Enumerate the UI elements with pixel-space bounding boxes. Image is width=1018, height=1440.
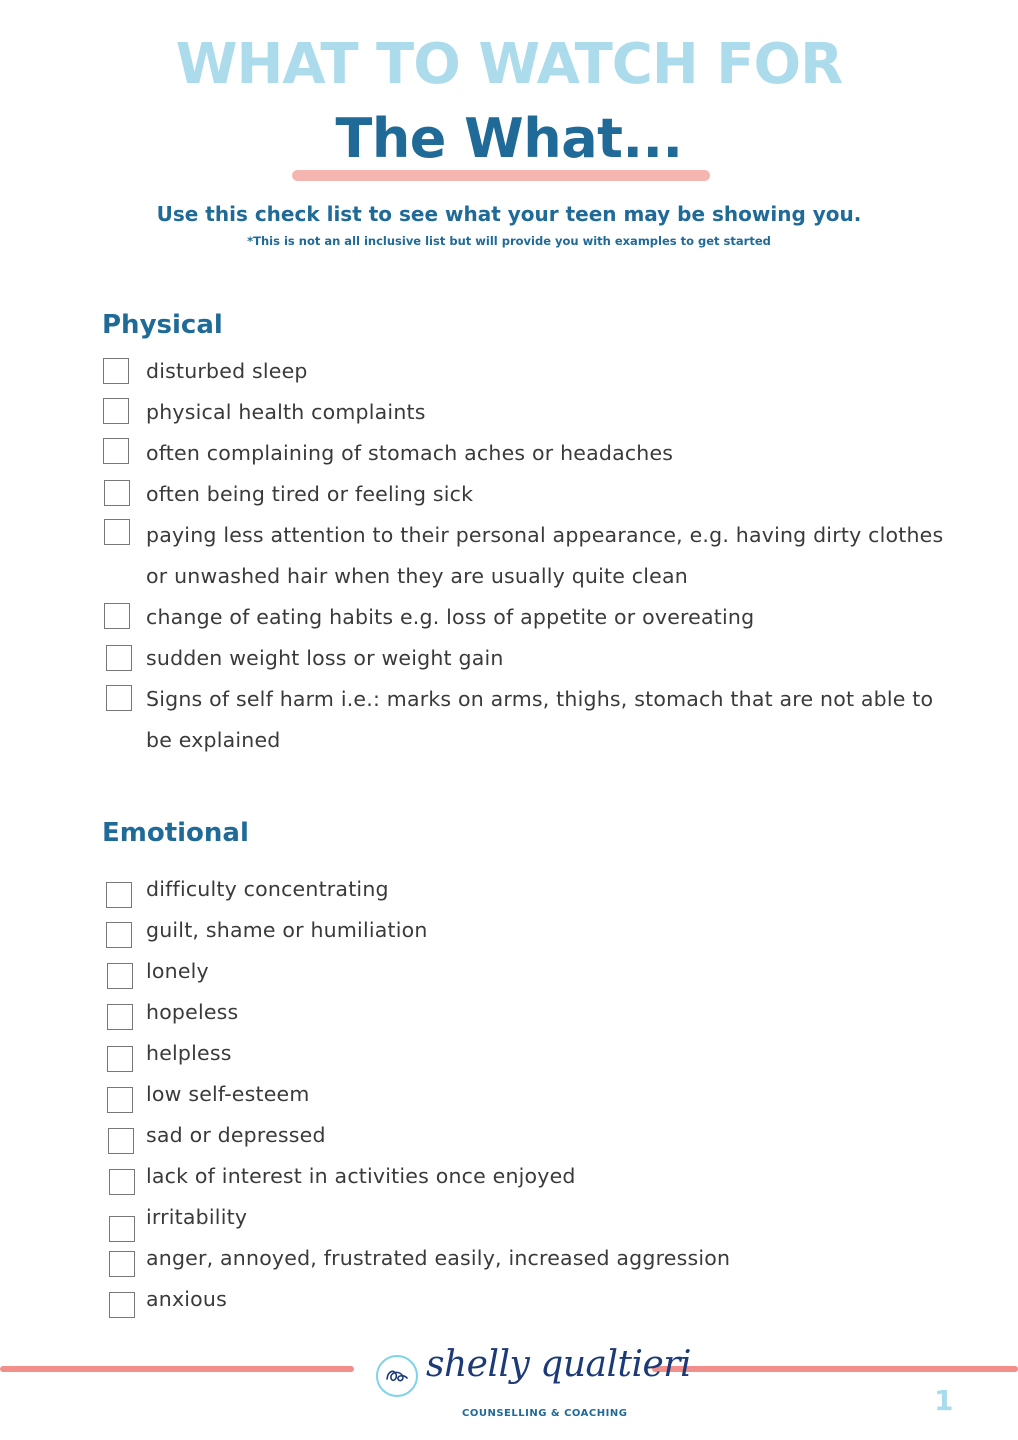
list-item-continuation: or unwashed hair when they are usually quite clean xyxy=(146,564,688,588)
list-item: hopeless xyxy=(146,1000,239,1024)
checkbox-stomach-headaches[interactable] xyxy=(103,438,129,464)
brand-logo-icon xyxy=(376,1355,418,1397)
checkbox-low-self-esteem[interactable] xyxy=(107,1087,133,1113)
checkbox-guilt-shame[interactable] xyxy=(106,922,132,948)
list-item-continuation: be explained xyxy=(146,728,281,752)
checkbox-irritability[interactable] xyxy=(109,1216,135,1242)
page-subheading: The What... xyxy=(335,107,683,170)
list-item: paying less attention to their personal appearance, e.g. having dirty clothes xyxy=(146,523,944,547)
disclaimer-note: *This is not an all inclusive list but will provide you with examples to get started xyxy=(247,234,771,248)
list-item: difficulty concentrating xyxy=(146,877,389,901)
checkbox-lack-of-interest[interactable] xyxy=(109,1169,135,1195)
section-title-emotional: Emotional xyxy=(102,818,249,848)
list-item: lonely xyxy=(146,959,209,983)
list-item: anger, annoyed, frustrated easily, increased aggression xyxy=(146,1246,731,1270)
page-number: 1 xyxy=(934,1384,954,1417)
list-item: physical health complaints xyxy=(146,400,426,424)
checkbox-tired-sick[interactable] xyxy=(104,480,130,506)
checkbox-eating-habits[interactable] xyxy=(104,603,130,629)
list-item: Signs of self harm i.e.: marks on arms, thighs, stomach that are not able to xyxy=(146,687,934,711)
list-item: sudden weight loss or weight gain xyxy=(146,646,504,670)
list-item: often being tired or feeling sick xyxy=(146,482,474,506)
checkbox-hopeless[interactable] xyxy=(107,1004,133,1030)
checkbox-disturbed-sleep[interactable] xyxy=(103,358,129,384)
list-item: change of eating habits e.g. loss of appetite or overeating xyxy=(146,605,755,629)
checkbox-sad-depressed[interactable] xyxy=(108,1128,134,1154)
checkbox-health-complaints[interactable] xyxy=(103,398,129,424)
list-item: guilt, shame or humiliation xyxy=(146,918,428,942)
checkbox-appearance[interactable] xyxy=(104,519,130,545)
checkbox-lonely[interactable] xyxy=(107,963,133,989)
list-item: helpless xyxy=(146,1041,232,1065)
checkbox-anxious[interactable] xyxy=(109,1292,135,1318)
checkbox-anger[interactable] xyxy=(109,1251,135,1277)
checkbox-concentrating[interactable] xyxy=(106,882,132,908)
page-heading: WHAT TO WATCH FOR xyxy=(175,32,843,97)
list-item: sad or depressed xyxy=(146,1123,326,1147)
list-item: lack of interest in activities once enjoyed xyxy=(146,1164,576,1188)
brand-name: shelly qualtieri xyxy=(426,1344,691,1385)
footer-rule-left xyxy=(0,1366,354,1372)
list-item: disturbed sleep xyxy=(146,359,308,383)
list-item: often complaining of stomach aches or headaches xyxy=(146,441,674,465)
checkbox-helpless[interactable] xyxy=(107,1046,133,1072)
list-item: low self-esteem xyxy=(146,1082,310,1106)
checkbox-weight-change[interactable] xyxy=(106,645,132,671)
footer-rule-right xyxy=(652,1366,1018,1372)
brand-tagline: COUNSELLING & COACHING xyxy=(462,1408,628,1419)
intro-text: Use this check list to see what your teen may be showing you. xyxy=(156,202,862,226)
checkbox-self-harm[interactable] xyxy=(106,685,132,711)
section-title-physical: Physical xyxy=(102,310,223,340)
list-item: irritability xyxy=(146,1205,248,1229)
heading-underline xyxy=(292,170,710,181)
list-item: anxious xyxy=(146,1287,227,1311)
